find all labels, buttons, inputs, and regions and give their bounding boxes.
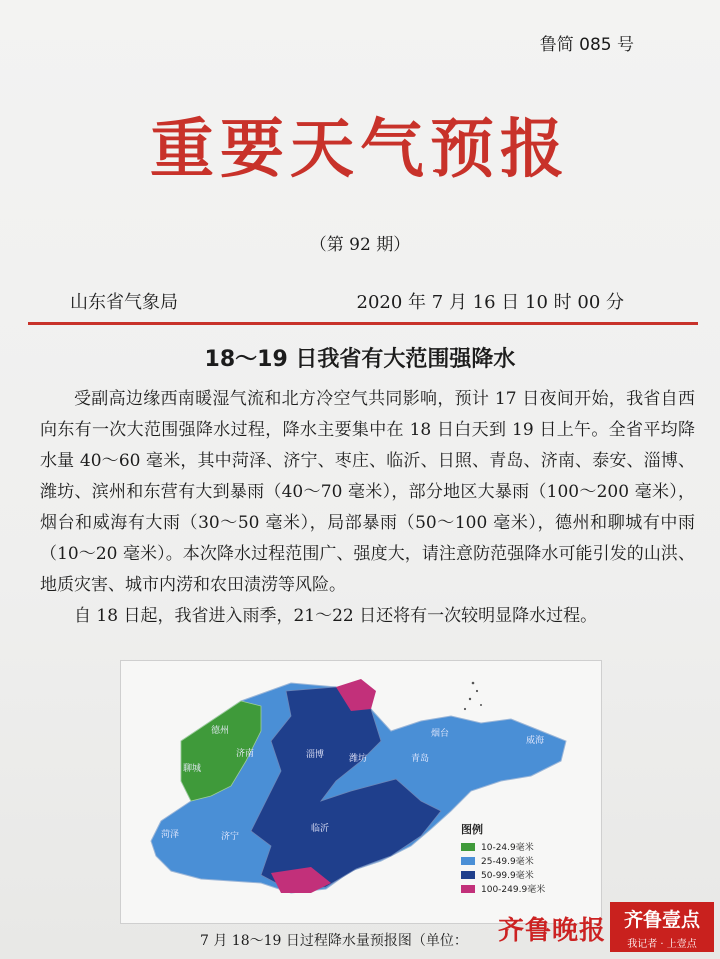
city-label: 临沂 <box>311 824 330 834</box>
watermark-logo-text: 齐鲁壹点 <box>623 909 700 931</box>
precipitation-map <box>120 660 602 924</box>
city-label: 菏泽 <box>161 830 180 840</box>
body-text <box>40 384 695 632</box>
city-label: 烟台 <box>431 729 450 739</box>
headline: 18～19 日我省有大范围强降水 <box>204 347 516 372</box>
legend-label: 50-99.9毫米 <box>481 871 534 881</box>
city-label: 淄博 <box>306 750 325 760</box>
city-label: 潍坊 <box>349 754 368 764</box>
red-divider <box>28 322 698 325</box>
document-number: 鲁简 085 号 <box>539 35 634 55</box>
city-label: 德州 <box>211 726 230 736</box>
legend-swatch <box>461 843 475 851</box>
main-title: 重要天气预报 <box>150 113 570 187</box>
watermark-logo <box>610 902 714 952</box>
legend-swatch <box>461 885 475 893</box>
paragraph-2: 自 18 日起，我省进入雨季，21～22 日还将有一次较明显降水过程。 <box>74 606 598 626</box>
map-legend <box>461 822 545 895</box>
city-label: 济宁 <box>221 832 240 842</box>
city-label: 青岛 <box>411 754 430 764</box>
map-islands <box>464 682 482 710</box>
legend-label: 25-49.9毫米 <box>481 857 534 867</box>
paragraph-1: 受副高边缘西南暖湿气流和北方冷空气共同影响，预计 17 日夜间开始，我省自西向东有一次大范围强降水过程，降水主要集中在 18 日白天到 19 日上午。全省平均降水量 40～60 毫米，其中菏泽、济宁、枣庄、临沂、日照、青岛、济南、泰安、淄博、潍坊、滨州和东营有大到暴雨（40～70 毫米），部分地区大暴雨（100～200 毫米），烟台和威海有大雨（30～50 毫米），局部暴雨（50～100 毫米），德州和聊城有中雨（10～20 毫米）。本次降水过程范围广、强度大，请注意防范强降水可能引发的山洪、地质灾害、城市内涝和农田渍涝等风险。 <box>40 389 695 595</box>
issue-datetime: 2020 年 7 月 16 日 10 时 00 分 <box>356 292 624 313</box>
issue-number: （第 92 期） <box>309 235 411 255</box>
map-caption: 7 月 18～19 日过程降水量预报图（单位： <box>200 933 468 949</box>
legend-label: 100-249.9毫米 <box>481 885 546 895</box>
legend-title: 图例 <box>461 823 483 836</box>
issuer: 山东省气象局 <box>70 292 178 313</box>
legend-swatch <box>461 857 475 865</box>
city-label: 威海 <box>526 736 545 746</box>
watermark-slogan: 我记者 · 上壹点 <box>627 939 697 950</box>
legend-label: 10-24.9毫米 <box>481 843 534 853</box>
map-figure <box>121 661 601 923</box>
city-label: 济南 <box>236 749 255 759</box>
watermark-brand: 齐鲁晚报 <box>498 916 607 946</box>
legend-swatch <box>461 871 475 879</box>
city-label: 聊城 <box>183 764 202 774</box>
